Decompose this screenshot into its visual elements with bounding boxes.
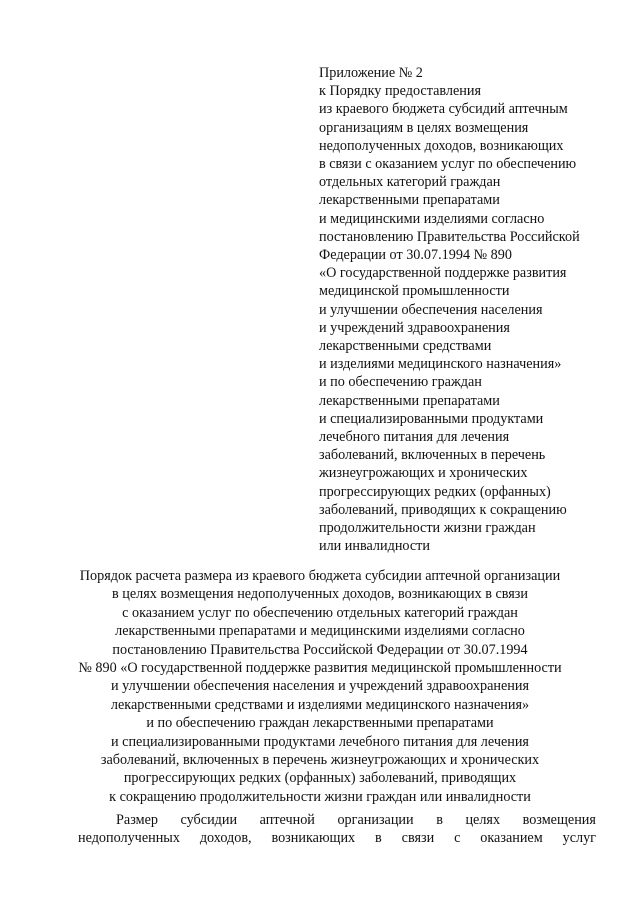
title-line: прогрессирующих редких (орфанных) заболеваний, приводящих [123,770,517,787]
title-line: постановлению Правительства Российской Федерации от 30.07.1994 [112,641,528,658]
title-line: заболеваний, включенных в перечень жизнеугрожающих и хронических [100,752,540,769]
word: Размер [116,812,158,828]
appendix-line: заболеваний, включенных в перечень [319,447,546,464]
word: с [454,830,461,847]
appendix-line: Приложение № 2 [319,65,423,81]
title-line: лекарственными препаратами и медицинскими изделиями согласно [115,623,525,640]
appendix-line: медицинской промышленности [319,283,510,300]
appendix-line: отдельных категорий граждан [319,174,501,191]
paragraph-line [78,829,596,847]
appendix-block [319,64,619,555]
title-line: с оказанием услуг по обеспечению отдельных категорий граждан [122,604,518,621]
appendix-line: и специализированными продуктами [319,410,544,427]
title-line: Порядок расчета размера из краевого бюджета субсидии аптечной организации [79,568,561,584]
word: доходов, [199,830,252,847]
appendix-line: и учреждений здравоохранения [319,319,510,336]
word: в [436,812,443,828]
word: услуг [562,830,596,847]
appendix-line: продолжительности жизни граждан [319,520,536,537]
word: организации [337,812,414,828]
appendix-line: недополученных доходов, возникающих [319,137,564,154]
title-line: и по обеспечению граждан лекарственными препаратами [146,715,494,732]
appendix-line: из краевого бюджета субсидий аптечным [319,101,568,118]
word: аптечной [259,812,315,828]
appendix-line: лекарственными препаратами [319,392,500,409]
title-line: к сокращению продолжительности жизни граждан или инвалидности [109,788,531,805]
appendix-line: «О государственной поддержке развития [319,265,567,282]
appendix-line: и изделиями медицинского назначения» [319,356,562,373]
word: субсидии [180,812,238,828]
word: возмещения [522,812,596,828]
appendix-line: или инвалидности [319,538,430,555]
document-title [40,567,600,806]
appendix-line: Федерации от 30.07.1994 № 890 [319,247,512,264]
appendix-line: жизнеугрожающих и хронических [319,465,528,482]
word: связи [401,830,435,847]
title-line: в целях возмещения недополученных доходов, возникающих в связи [111,586,528,603]
title-line: № 890 «О государственной поддержке развития медицинской промышленности [78,660,562,677]
appendix-line: в связи с оказанием услуг по обеспечению [319,156,577,173]
appendix-line: постановлению Правительства Российской [319,228,580,245]
word: недополученных [78,830,180,847]
appendix-line: лекарственными средствами [319,338,492,355]
paragraph-line [78,811,596,829]
appendix-line: лекарственными препаратами [319,192,500,209]
appendix-line: и улучшении обеспечения населения [319,301,543,318]
word: целях [465,812,501,828]
appendix-line: и медицинскими изделиями согласно [319,210,545,227]
appendix-line: и по обеспечению граждан [319,374,482,391]
appendix-line: к Порядку предоставления [319,83,481,100]
appendix-line: организациям в целях возмещения [319,119,529,136]
appendix-line: лечебного питания для лечения [319,429,510,446]
title-line: и улучшении обеспечения населения и учреждений здравоохранения [111,678,529,695]
appendix-line: прогрессирующих редких (орфанных) [319,483,551,500]
word: в [375,830,382,847]
word: возникающих [271,830,356,847]
title-line: лекарственными средствами и изделиями медицинского назначения» [110,696,530,713]
word: оказанием [480,830,543,847]
appendix-line: заболеваний, приводящих к сокращению [319,501,567,518]
body-paragraph [78,811,596,848]
title-line: и специализированными продуктами лечебного питания для лечения [111,733,529,750]
